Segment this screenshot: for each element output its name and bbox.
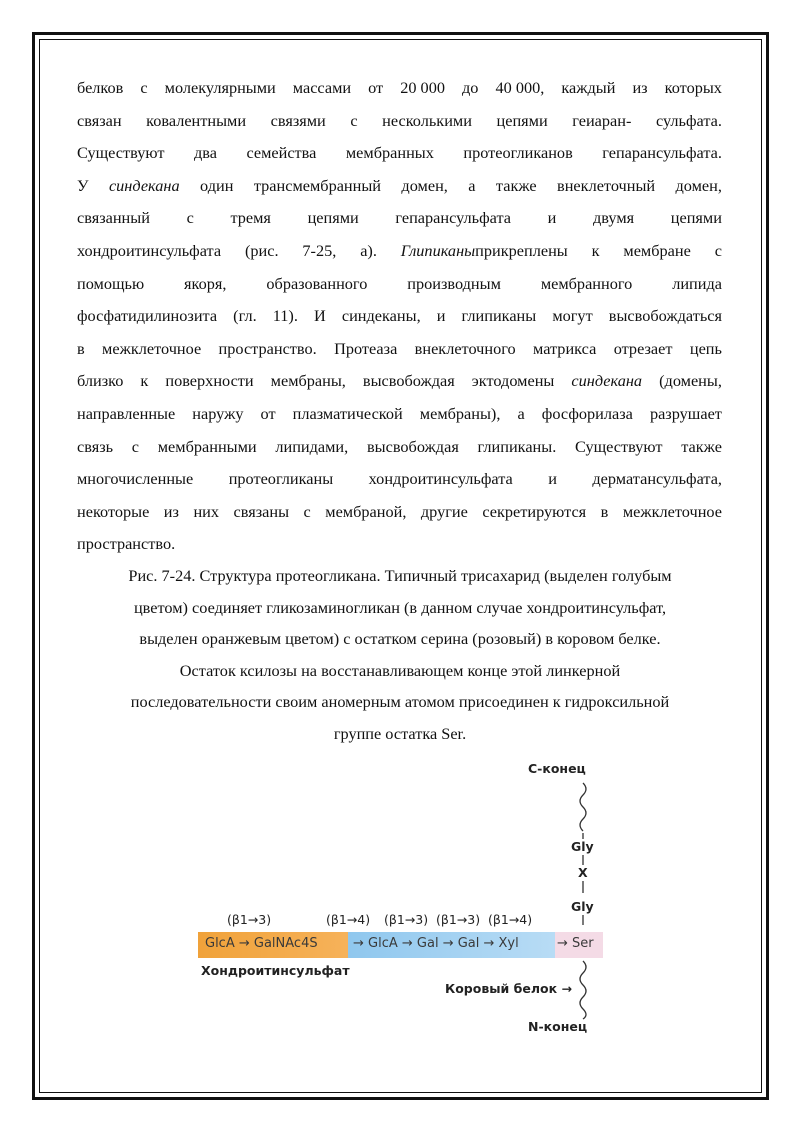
- gly-top-label: Gly: [571, 839, 594, 854]
- word: несколькими: [382, 110, 472, 130]
- caption-line: выделен оранжевым цветом) с остатком серина (розовый) в коровом белке.: [139, 629, 661, 648]
- c-terminus-label: С-конец: [528, 761, 586, 776]
- word: разрушает: [649, 403, 722, 423]
- word: а).: [360, 240, 377, 260]
- word: с: [350, 110, 358, 130]
- word: наружу: [192, 403, 244, 423]
- word: связанный: [77, 208, 150, 228]
- word: к: [140, 371, 149, 391]
- caption-line: последовательности своим аномерным атомом присоединен к гидроксильной: [130, 692, 670, 711]
- word: мембраны),: [419, 403, 501, 423]
- text-line: [77, 333, 722, 366]
- word: хондроитинсульфата: [368, 469, 513, 489]
- word: образованного: [266, 273, 368, 293]
- wavy-line-top: [580, 783, 586, 831]
- bond-label: (β1→3): [436, 912, 481, 927]
- word: цепь: [689, 338, 722, 358]
- word: 11).: [272, 306, 298, 326]
- text-line: [77, 496, 722, 529]
- text-line: [77, 72, 722, 105]
- word: цепями: [307, 208, 359, 228]
- text-line: [77, 300, 722, 333]
- word: матрикса: [533, 338, 597, 358]
- word: а: [468, 175, 476, 195]
- word: мембранными: [157, 436, 257, 456]
- word: Существуют: [575, 436, 663, 456]
- text-line: [77, 268, 722, 301]
- word: связан: [77, 110, 122, 130]
- text-line: [77, 202, 722, 235]
- word: и: [436, 306, 446, 326]
- text-line: [77, 431, 722, 464]
- word: до: [462, 78, 479, 97]
- word: направленные: [77, 403, 176, 423]
- word: поверхности: [165, 371, 254, 391]
- x-residue-label: X: [578, 865, 588, 880]
- word: сульфата.: [655, 110, 722, 130]
- word: протеогликаны: [228, 469, 334, 489]
- word: эктодомены: [471, 371, 555, 391]
- word: семейства: [246, 143, 317, 163]
- word: близко: [77, 371, 124, 391]
- word: связями: [270, 110, 326, 130]
- body-paragraph: [77, 72, 722, 561]
- caption-line: Остаток ксилозы на восстанавливающем конце этой линкерной: [179, 660, 621, 680]
- word: высвобождая: [362, 371, 455, 391]
- word: секретируются: [482, 501, 587, 521]
- word: мембранных: [345, 143, 434, 163]
- n-terminus-label: N-конец: [528, 1019, 588, 1034]
- text-line: [77, 463, 722, 496]
- text-line: [77, 170, 722, 203]
- proteoglycan-figure: [195, 755, 615, 1045]
- word: 7-25,: [302, 240, 337, 260]
- word: в: [77, 338, 85, 358]
- word: один: [200, 175, 234, 195]
- word: могут: [552, 306, 593, 326]
- word: от: [368, 78, 384, 97]
- word: из: [163, 501, 179, 521]
- word: внеклеточный: [557, 175, 656, 195]
- word: хондроитинсульфата: [77, 240, 222, 260]
- word: синдекана: [571, 371, 643, 391]
- linker-chain-text: → GlcA → Gal → Gal → Xyl: [353, 936, 519, 951]
- serine-text: → Ser: [557, 936, 594, 951]
- word: двумя: [592, 208, 635, 228]
- word: У: [77, 175, 89, 195]
- bond-label: (β1→4): [326, 912, 371, 927]
- text-line: [77, 137, 722, 170]
- word: мембраной,: [325, 501, 407, 521]
- word: к: [591, 240, 600, 260]
- caption-line: цветом) соединяет гликозаминогликан (в данном случае хондроитинсульфат,: [133, 597, 667, 617]
- word: (гл.: [233, 306, 257, 326]
- word: гепарансульфата.: [602, 143, 722, 163]
- word: мембранного: [540, 273, 633, 293]
- word: 40 000,: [495, 78, 545, 97]
- word: трансмембранный: [253, 175, 382, 195]
- word: липида: [672, 273, 722, 293]
- word: Существуют: [77, 143, 165, 163]
- word: внеклеточного: [414, 338, 516, 358]
- word: синдеканы,: [341, 306, 421, 326]
- word: с: [303, 501, 311, 521]
- text-line: [77, 105, 722, 138]
- gly-bottom-label: Gly: [571, 899, 594, 914]
- word: массами: [292, 78, 352, 97]
- word: гепарансульфата: [395, 208, 511, 228]
- text-line: [77, 365, 722, 398]
- word: и: [547, 208, 557, 228]
- caption-line: Рис. 7-24. Структура протеогликана. Типичный трисахарид (выделен голубым: [128, 566, 672, 585]
- word: белков: [77, 78, 124, 97]
- word: них: [193, 501, 220, 521]
- word: помощью: [77, 273, 145, 293]
- word: дерматансульфата,: [592, 469, 722, 489]
- word: протеогликанов: [463, 143, 573, 163]
- word: пространство.: [77, 534, 176, 554]
- word: Протеаза: [334, 338, 398, 358]
- word: пространство.: [218, 338, 317, 358]
- word: из: [632, 78, 648, 97]
- word: фосфорилаза: [541, 403, 633, 423]
- word: отрезает: [613, 338, 673, 358]
- word: а: [517, 403, 525, 423]
- word: синдекана: [108, 175, 180, 195]
- word: с: [131, 436, 140, 456]
- word: которых: [664, 78, 722, 97]
- word: якоря,: [184, 273, 227, 293]
- chondroitin-sulfate-label: Хондроитинсульфат: [201, 963, 350, 978]
- word: молекулярными: [164, 78, 276, 97]
- word: также: [681, 436, 722, 456]
- word: глипиканы: [461, 306, 537, 326]
- word: высвобождаться: [608, 306, 722, 326]
- word: тремя: [230, 208, 271, 228]
- word: плазматической: [292, 403, 403, 423]
- word: связь: [77, 436, 114, 456]
- word: другие: [420, 501, 468, 521]
- bond-label: (β1→4): [488, 912, 533, 927]
- word: 20 000: [400, 78, 445, 97]
- word: Глипиканыприкреплены: [400, 240, 568, 260]
- word: (рис.: [244, 240, 279, 260]
- word: глипиканы.: [477, 436, 557, 456]
- word: домен,: [675, 175, 722, 195]
- word: высвобождая: [366, 436, 459, 456]
- word: межклеточное: [622, 501, 722, 521]
- word: фосфатидилинозита: [77, 306, 218, 326]
- word: два: [193, 143, 217, 163]
- caption-line: группе остатка Ser.: [333, 723, 467, 743]
- bond-label: (β1→3): [227, 912, 272, 927]
- word: межклеточное: [102, 338, 202, 358]
- word: с: [714, 240, 722, 260]
- chondroitin-chain-text: GlcA → GalNAc4S: [205, 936, 318, 951]
- word: каждый: [561, 78, 616, 97]
- word: в: [600, 501, 609, 521]
- word: (домены,: [659, 371, 722, 391]
- text-line: [77, 528, 722, 561]
- text-line: [77, 398, 722, 431]
- word: связаны: [233, 501, 290, 521]
- wavy-line-bottom: [580, 961, 586, 1019]
- word: и: [548, 469, 557, 489]
- word: мембраны,: [270, 371, 346, 391]
- word: от: [260, 403, 276, 423]
- bond-label: (β1→3): [384, 912, 429, 927]
- word: мембране: [623, 240, 691, 260]
- word: И: [314, 306, 326, 326]
- word: цепями: [496, 110, 548, 130]
- word: домен,: [401, 175, 448, 195]
- word: липидами,: [275, 436, 349, 456]
- word: некоторые: [77, 501, 150, 521]
- word: производным: [407, 273, 501, 293]
- word: цепями: [670, 208, 722, 228]
- word: с: [186, 208, 194, 228]
- figure-lines: [195, 755, 615, 1045]
- text-line: [77, 235, 722, 268]
- word: геиаран-: [572, 110, 632, 130]
- core-protein-label: Коровый белок →: [445, 981, 572, 996]
- figure-caption: [60, 560, 740, 749]
- word: ковалентными: [146, 110, 247, 130]
- word: с: [140, 78, 148, 97]
- word: также: [495, 175, 537, 195]
- word: многочисленные: [77, 469, 194, 489]
